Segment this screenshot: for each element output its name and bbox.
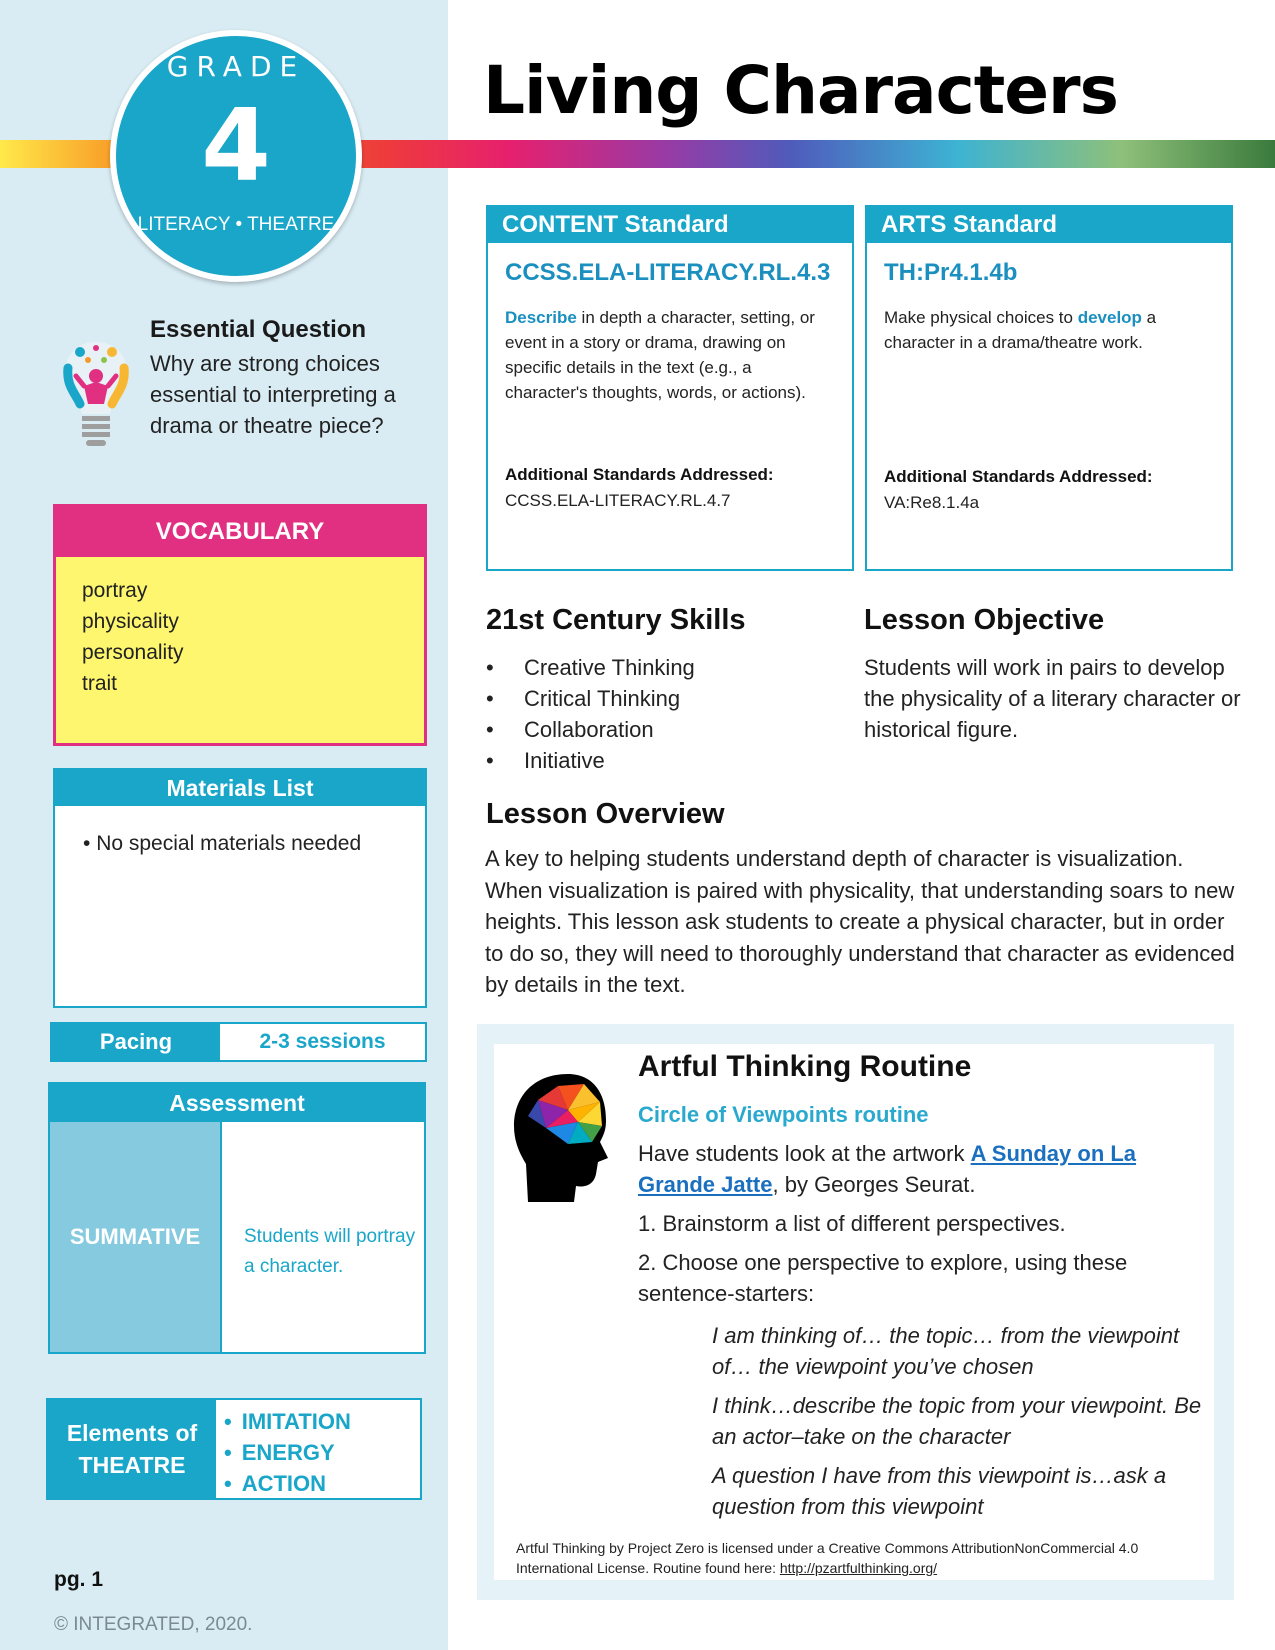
- objective-text: Students will work in pairs to develop the physicality of a literary character or historical figure.: [864, 655, 1241, 742]
- skills-title: 21st Century Skills: [486, 604, 746, 636]
- arts-standard-code: TH:Pr4.1.4b: [884, 259, 1018, 286]
- grade-word: GRADE: [166, 50, 306, 83]
- elements-list: [216, 1400, 351, 1498]
- assessment-type: SUMMATIVE: [50, 1122, 220, 1352]
- assessment-text: Students will portray a character.: [220, 1122, 424, 1352]
- element-item: • ENERGY: [224, 1437, 351, 1468]
- elements-label-line2: THEATRE: [78, 1452, 186, 1478]
- content-additional-title: Additional Standards Addressed:: [505, 465, 774, 484]
- objective-title: Lesson Objective: [864, 604, 1105, 636]
- routine-body: [638, 1138, 1198, 1309]
- arts-standard-box: [865, 205, 1233, 571]
- materials-item: • No special materials needed: [83, 832, 362, 855]
- overview-text: A key to helping students understand depth of character is visualization. When visualization is paired with physicality, that understanding soars to new heights. This lesson ask students to create a physical character, but in order to do so, they will need to thoroughly understand that character as evidenced by details in the text.: [485, 846, 1235, 997]
- essential-question-text: Why are strong choices essential to interpreting a drama or theatre piece?: [150, 351, 396, 438]
- element-item: • IMITATION: [224, 1406, 351, 1437]
- routine-subtitle: Circle of Viewpoints routine: [638, 1102, 929, 1127]
- arts-additional-title: Additional Standards Addressed:: [884, 467, 1153, 486]
- content-standard-description: [488, 287, 852, 405]
- grade-badge: [110, 30, 362, 282]
- essential-question-title: Essential Question: [150, 316, 367, 343]
- vocabulary-list: [56, 557, 424, 699]
- content-standard-box: [486, 205, 854, 571]
- page-number: pg. 1: [54, 1568, 104, 1591]
- sentence-starter: I am thinking of… the topic… from the viewpoint of… the viewpoint you’ve chosen: [712, 1323, 1180, 1379]
- skill-item: • Collaboration: [486, 714, 695, 745]
- materials-box: [53, 768, 427, 1008]
- content-standard-text: in depth a character, setting, or event in a story or drama, drawing on specific details in the text (e.g., a character's thoughts, words, or actions).: [505, 308, 815, 402]
- sentence-starter: A question I have from this viewpoint is…ask a question from this viewpoint: [712, 1463, 1167, 1519]
- assessment-title: Assessment: [50, 1084, 424, 1122]
- skill-item: • Initiative: [486, 745, 695, 776]
- elements-label-line1: Elements of: [66, 1420, 198, 1446]
- arts-standard-keyword: develop: [1077, 308, 1142, 327]
- vocabulary-box: [53, 504, 427, 746]
- routine-intro: [638, 1138, 1198, 1200]
- content-standard-code: CCSS.ELA-LITERACY.RL.4.3: [505, 259, 831, 286]
- routine-title: Artful Thinking Routine: [638, 1050, 972, 1083]
- pacing-label: Pacing: [52, 1024, 220, 1060]
- content-additional-value: CCSS.ELA-LITERACY.RL.4.7: [505, 491, 731, 510]
- elements-box: [46, 1398, 422, 1500]
- routine-credit: [516, 1538, 1196, 1578]
- sentence-starter: I think…describe the topic from your viewpoint. Be an actor–take on the character: [712, 1393, 1202, 1449]
- pacing-value: 2-3 sessions: [259, 1030, 386, 1053]
- elements-label: [48, 1400, 216, 1498]
- content-standard-keyword: Describe: [505, 308, 577, 327]
- arts-standard-header: ARTS Standard: [867, 207, 1231, 243]
- routine-intro-after: , by Georges Seurat.: [772, 1172, 976, 1197]
- materials-title: Materials List: [55, 770, 425, 806]
- grade-number: 4: [201, 87, 271, 204]
- arts-standard-text-after: a character in a drama/theatre work.: [884, 308, 1157, 352]
- subject-label: LITERACY • THEATRE: [137, 214, 335, 235]
- vocabulary-item: physicality: [82, 610, 179, 633]
- pacing-box: [50, 1022, 427, 1062]
- vocabulary-item: personality: [82, 641, 184, 664]
- brain-head-icon: [508, 1070, 616, 1206]
- skill-item: • Critical Thinking: [486, 683, 695, 714]
- arts-standard-description: [867, 287, 1231, 355]
- page-title: Living Characters: [483, 52, 1118, 129]
- assessment-box: [48, 1082, 426, 1354]
- skills-list: [486, 652, 695, 776]
- vocabulary-item: portray: [82, 579, 148, 602]
- lightbulb-icon: [58, 338, 134, 458]
- credit-text: Artful Thinking by Project Zero is licensed under a Creative Commons AttributionNonCommercial 4.0 International License. Routine found here:: [516, 1540, 1139, 1576]
- content-standard-header: CONTENT Standard: [488, 207, 852, 243]
- vocabulary-item: trait: [82, 672, 118, 695]
- routine-step-2: 2. Choose one perspective to explore, using these sentence-starters:: [638, 1250, 1128, 1306]
- vocabulary-title: VOCABULARY: [56, 507, 424, 557]
- skill-item: • Creative Thinking: [486, 652, 695, 683]
- element-item: • ACTION: [224, 1468, 351, 1499]
- credit-link[interactable]: http://pzartfulthinking.org/: [779, 1560, 938, 1576]
- materials-item-text: No special materials needed: [96, 832, 362, 855]
- artwork-link[interactable]: A Sunday on La Grande Jatte: [638, 1141, 1137, 1197]
- sentence-starters: [712, 1320, 1212, 1530]
- routine-step-1: 1. Brainstorm a list of different perspectives.: [638, 1211, 1066, 1236]
- arts-additional-value: VA:Re8.1.4a: [884, 493, 980, 512]
- arts-standard-text-before: Make physical choices to: [884, 308, 1078, 327]
- copyright: © INTEGRATED, 2020.: [54, 1614, 253, 1635]
- routine-intro-before: Have students look at the artwork: [638, 1141, 971, 1166]
- overview-title: Lesson Overview: [486, 798, 725, 830]
